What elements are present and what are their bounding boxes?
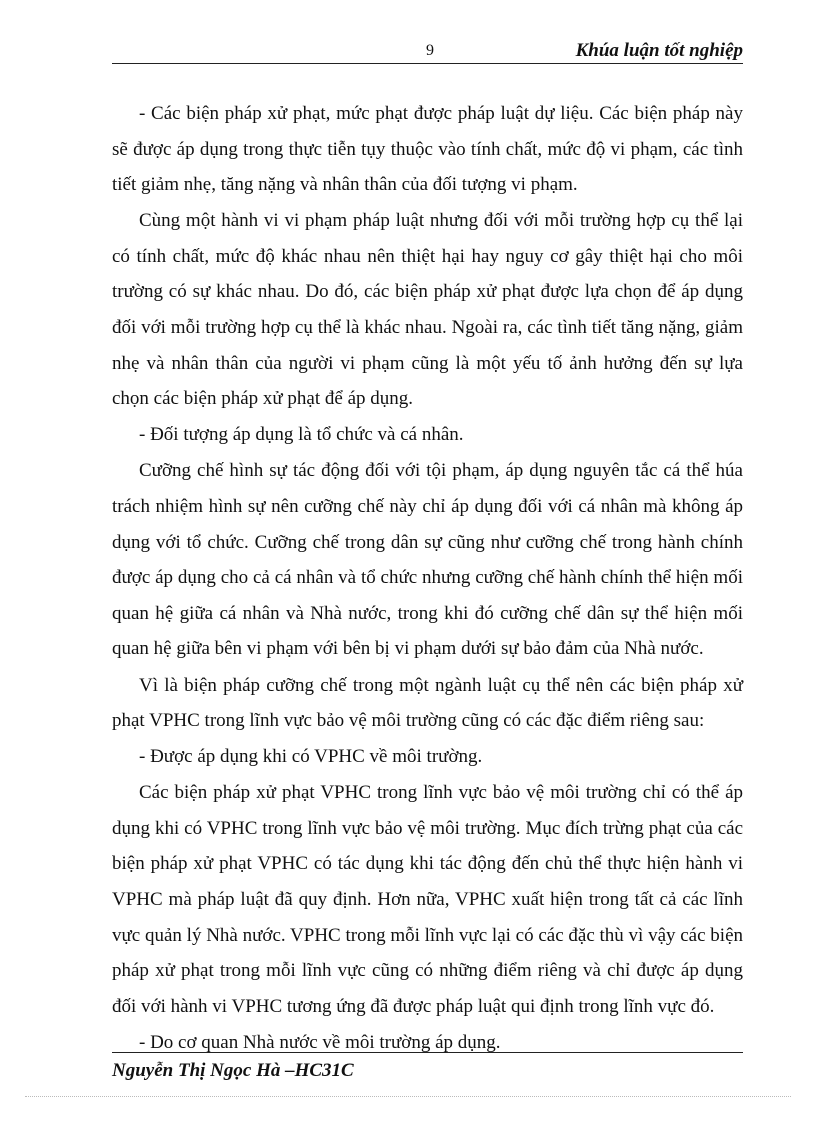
paragraph: - Các biện pháp xử phạt, mức phạt được pháp luật dự liệu. Các biện pháp này sẽ được áp dụng trong thực tiễn tụy thuộc vào tính chất, mức độ vi phạm, các tình tiết giảm nhẹ, tăng nặng và nhân thân của đối tượng vi phạm.: [112, 103, 743, 196]
paragraph: - Được áp dụng khi có VPHC về môi trường.: [139, 746, 483, 768]
paragraph: Cưỡng chế hình sự tác động đối với tội phạm, áp dụng nguyên tắc cá thể húa trách nhiệm hình sự nên cưỡng chế này chỉ áp dụng đối với cá nhân mà không áp dụng với tổ chức. Cưỡng chế trong dân sự cũng như cưỡng chế trong hành chính được áp dụng cho cả cá nhân và tổ chức nhưng cưỡng chế hành chính thể hiện mối quan hệ giữa cá nhân và Nhà nước, trong khi đó cưỡng chế dân sự thể hiện mối quan hệ giữa bên vi phạm với bên bị vi phạm dưới sự bảo đảm của Nhà nước.: [112, 460, 743, 660]
paragraph: Các biện pháp xử phạt VPHC trong lĩnh vực bảo vệ môi trường chỉ có thể áp dụng khi có VPHC trong lĩnh vực bảo vệ môi trường. Mục đích trừng phạt của các biện pháp xử phạt VPHC có tác dụng khi tác động đến chủ thể thực hiện hành vi VPHC mà pháp luật đã quy định. Hơn nữa, VPHC xuất hiện trong tất cả các lĩnh vực quản lý Nhà nước. VPHC trong mỗi lĩnh vực lại có các đặc thù vì vậy các biện pháp xử phạt trong mỗi lĩnh vực cũng có những điểm riêng và chỉ được áp dụng đối với hành vi VPHC tương ứng đã được pháp luật qui định trong lĩnh vực đó.: [112, 782, 744, 1017]
footer-author: Nguyễn Thị Ngọc Hà –HC31C: [112, 1060, 354, 1081]
footer-rule: [112, 1052, 743, 1053]
header-title: Khúa luận tốt nghiệp: [575, 40, 743, 61]
paragraph: Cùng một hành vi vi phạm pháp luật nhưng đối với mỗi trường hợp cụ thể lại có tính chất, mức độ khác nhau nên thiệt hại hay nguy cơ gây thiệt hại cho môi trường có sự khác nhau. Do đó, các biện pháp xử phạt được lựa chọn để áp dụng đối với mỗi trường hợp cụ thể là khác nhau. Ngoài ra, các tình tiết tăng nặng, giảm nhẹ và nhân thân của người vi phạm cũng là một yếu tố ảnh hưởng đến sự lựa chọn các biện pháp xử phạt để áp dụng.: [112, 210, 743, 410]
page-number: 9: [426, 42, 434, 59]
page-header: [112, 38, 743, 62]
paragraph: - Do cơ quan Nhà nước về môi trường áp dụng.: [139, 1031, 501, 1053]
paragraph: - Đối tượng áp dụng là tổ chức và cá nhân.: [139, 424, 464, 446]
page-boundary-divider: [25, 1096, 791, 1097]
paragraph: Vì là biện pháp cưỡng chế trong một ngành luật cụ thể nên các biện pháp xử phạt VPHC trong lĩnh vực bảo vệ môi trường cũng có các đặc điểm riêng sau:: [112, 674, 743, 732]
header-rule: [112, 63, 743, 64]
document-body: [112, 96, 743, 1061]
